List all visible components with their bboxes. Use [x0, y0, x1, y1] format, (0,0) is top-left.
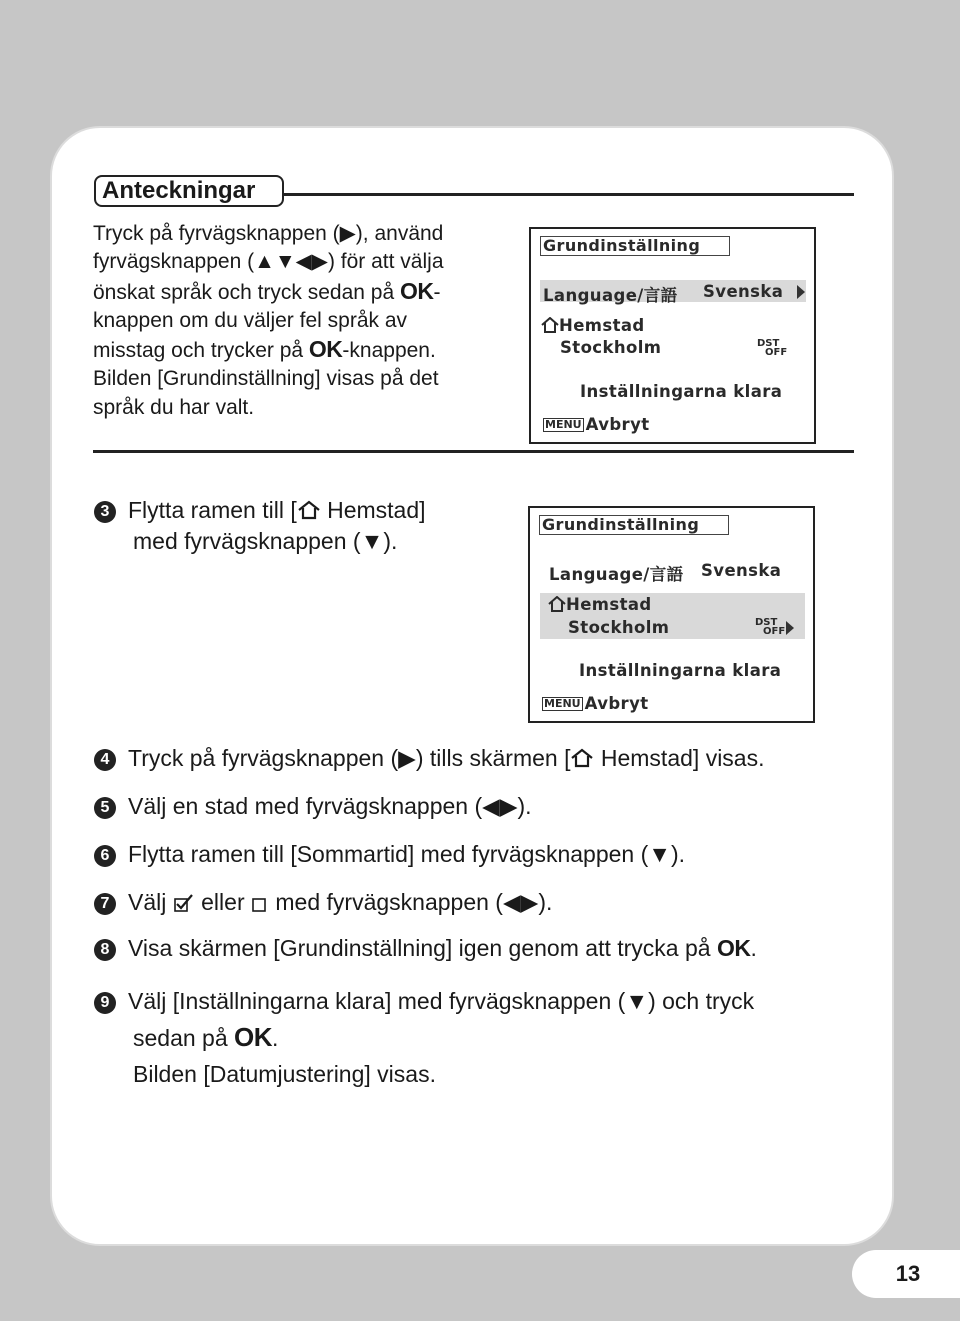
language-label: Language/言語	[543, 286, 678, 305]
step-number-7: 7	[94, 893, 116, 915]
camera-screen-1	[529, 227, 816, 444]
ok-button-glyph: OK	[234, 1022, 273, 1052]
city-name: Stockholm	[560, 338, 662, 357]
cancel-label: Avbryt	[585, 415, 650, 434]
step-9-line-1: 9 Välj [Inställningarna klara] med fyrvägsknappen (▼) och tryck	[94, 986, 754, 1016]
city-name: Stockholm	[568, 618, 670, 637]
ok-button-glyph: OK	[400, 277, 434, 304]
ok-button-glyph: OK	[716, 935, 751, 961]
step-number-4: 4	[94, 749, 116, 771]
settings-done: Inställningarna klara	[580, 382, 783, 401]
notes-line-6: Bilden [Grundinställning] visas på det	[93, 367, 439, 391]
notes-line-5: misstag och trycker på OK-knappen.	[93, 336, 436, 363]
home-icon	[570, 748, 594, 768]
ok-button-glyph: OK	[308, 336, 343, 363]
home-icon	[297, 500, 321, 520]
checked-box-icon	[173, 893, 195, 913]
notes-text	[93, 220, 503, 422]
notes-line-4: knappen om du väljer fel språk av	[93, 308, 408, 332]
language-value: Svenska	[703, 282, 784, 301]
home-icon	[548, 596, 566, 612]
step-9-line-2: sedan på OK.	[133, 1022, 279, 1052]
step-3-line-1: 3 Flytta ramen till [ Hemstad]	[94, 495, 426, 525]
empty-box-icon	[251, 895, 269, 913]
settings-done: Inställningarna klara	[579, 661, 782, 680]
notes-line-2: fyrvägsknappen (▲▼◀▶) för att välja	[93, 250, 444, 274]
step-number-5: 5	[94, 797, 116, 819]
step-number-3: 3	[94, 501, 116, 523]
menu-key-icon: MENU	[545, 418, 582, 431]
step-3-line-2: med fyrvägsknappen (▼).	[133, 528, 398, 554]
step-5: 5 Välj en stad med fyrvägsknappen (◀▶).	[94, 791, 532, 821]
home-icon	[541, 317, 559, 333]
notes-header	[94, 175, 854, 209]
camera-screen-2	[528, 506, 815, 723]
language-value: Svenska	[701, 561, 782, 580]
step-8: 8 Visa skärmen [Grundinställning] igen genom att trycka på OK.	[94, 933, 757, 963]
section-divider	[93, 450, 854, 453]
home-label: Hemstad	[566, 595, 652, 614]
dst-off-icon: DST OFF	[755, 617, 786, 637]
notes-rule	[282, 193, 854, 196]
language-label: Language/言語	[549, 565, 684, 584]
notes-line-3: önskat språk och tryck sedan på OK-	[93, 277, 441, 304]
cancel-row	[542, 694, 649, 713]
screen-title: Grundinställning	[539, 515, 729, 535]
menu-key-icon: MENU	[544, 697, 581, 710]
step-number-6: 6	[94, 845, 116, 867]
notes-line-7: språk du har valt.	[93, 395, 255, 419]
notes-heading: Anteckningar	[94, 175, 284, 207]
home-label: Hemstad	[559, 316, 645, 335]
cancel-row	[543, 415, 650, 434]
step-4: 4 Tryck på fyrvägsknappen (▶) tills skärmen [ Hemstad] visas.	[94, 743, 764, 773]
home-row	[541, 316, 645, 335]
screen-title: Grundinställning	[540, 236, 730, 256]
step-number-9: 9	[94, 992, 116, 1014]
home-row	[548, 595, 652, 614]
dst-off-icon: DST OFF	[757, 338, 788, 358]
page-number: 13	[852, 1250, 960, 1298]
step-6: 6 Flytta ramen till [Sommartid] med fyrvägsknappen (▼).	[94, 839, 685, 869]
notes-line-1: Tryck på fyrvägsknappen (▶), använd	[93, 222, 444, 245]
step-7: 7 Välj eller med fyrvägsknappen (◀▶).	[94, 887, 552, 917]
cancel-label: Avbryt	[584, 694, 649, 713]
arrow-right-icon	[786, 620, 794, 639]
arrow-right-icon	[797, 284, 805, 303]
step-number-8: 8	[94, 939, 116, 961]
step-9-line-3: Bilden [Datumjustering] visas.	[133, 1061, 436, 1087]
